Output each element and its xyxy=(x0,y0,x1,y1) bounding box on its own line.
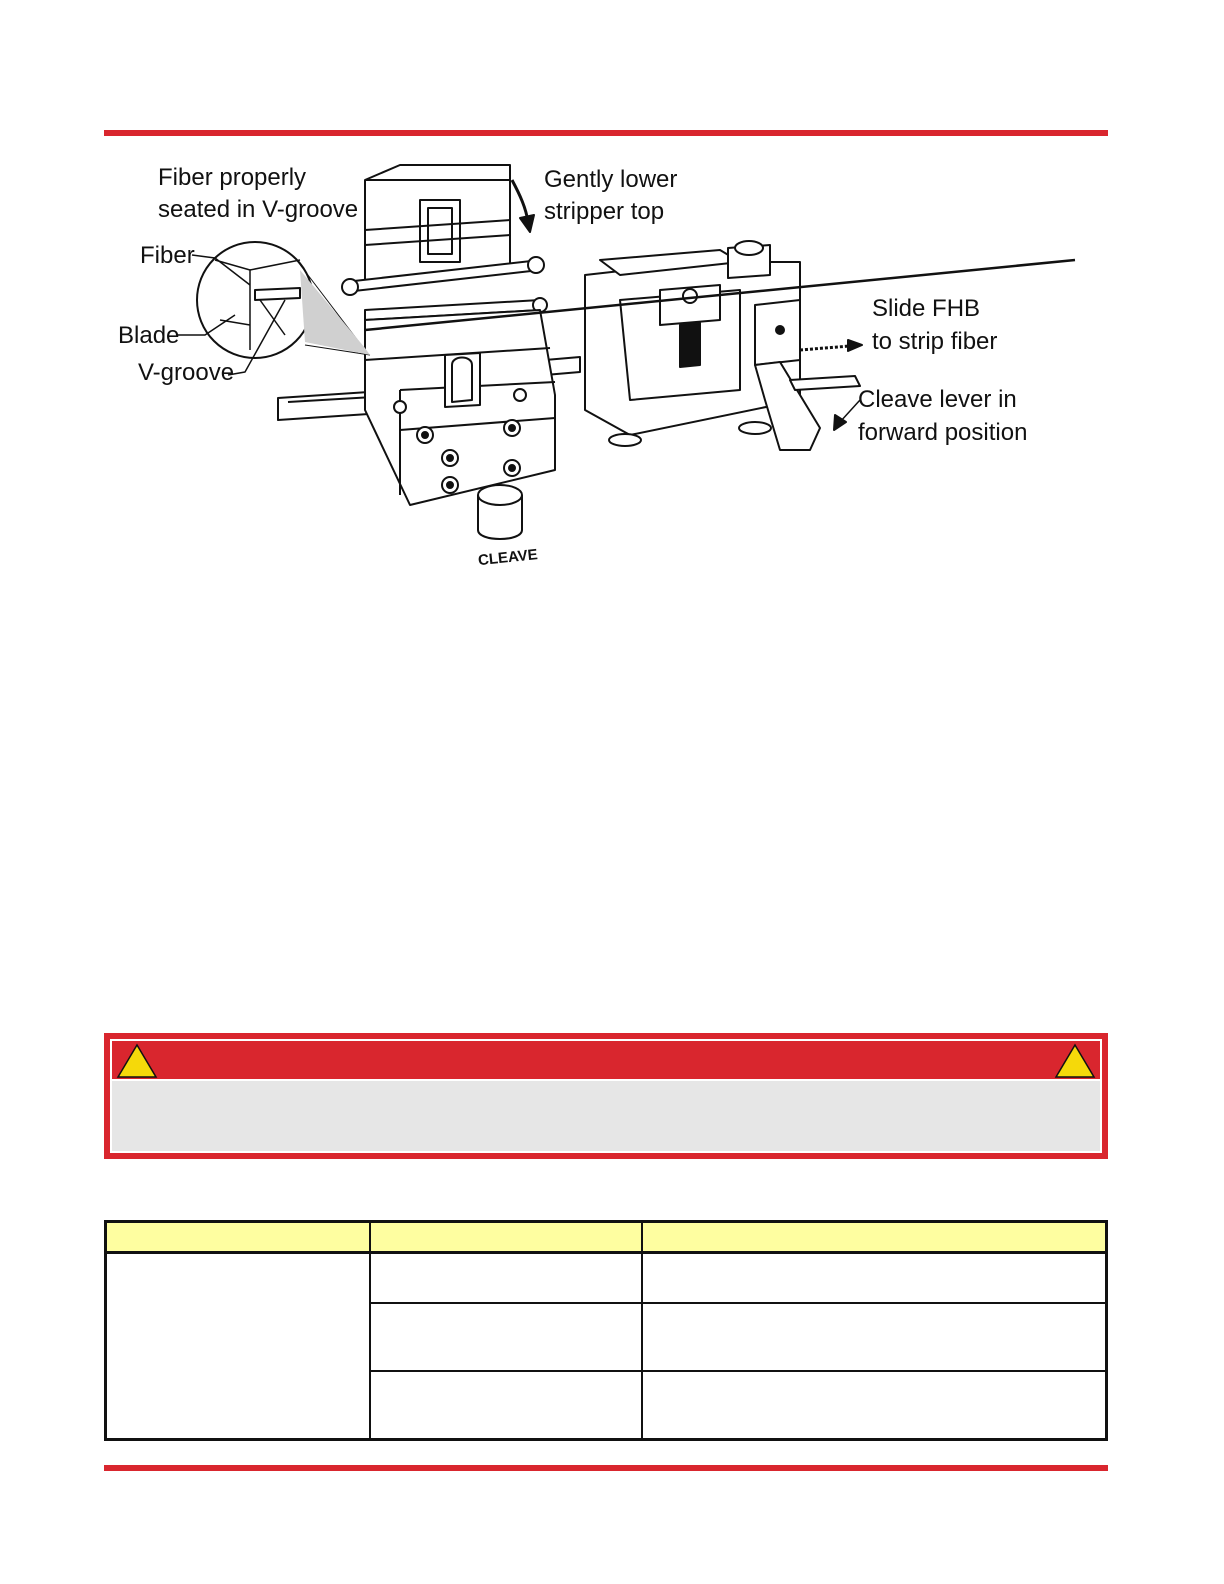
row-divider xyxy=(371,1302,1105,1304)
fiber-cleaver-diagram xyxy=(100,150,1110,590)
label-slide-1: Slide FHB xyxy=(872,295,981,322)
foot xyxy=(739,422,771,434)
foot xyxy=(609,434,641,446)
bottom-red-rule xyxy=(104,1465,1108,1471)
label-vgroove: V-groove xyxy=(138,359,235,386)
label-fiber-seated-2: seated in V-groove xyxy=(158,196,359,223)
row-divider xyxy=(371,1370,1105,1372)
spec-table xyxy=(104,1220,1108,1441)
table-header-row xyxy=(107,1223,1105,1254)
warning-triangle-icon xyxy=(116,1043,158,1079)
label-cleave-button: CLEAVE xyxy=(477,546,539,570)
column-divider xyxy=(369,1223,371,1438)
warning-triangle-icon xyxy=(1054,1043,1096,1079)
top-red-rule xyxy=(104,130,1108,136)
slide-arrow xyxy=(800,346,850,350)
cleave-leader xyxy=(840,400,860,422)
label-cleave-2: forward position xyxy=(858,419,1028,446)
label-blade: Blade xyxy=(118,322,180,349)
warning-body xyxy=(112,1079,1100,1151)
warning-box xyxy=(104,1033,1108,1159)
label-fiber: Fiber xyxy=(140,242,195,269)
label-slide-2: to strip fiber xyxy=(872,328,998,355)
column-divider xyxy=(641,1223,643,1438)
label-lower-2: stripper top xyxy=(544,198,665,225)
warning-header xyxy=(112,1041,1100,1079)
lower-arrow xyxy=(512,180,528,222)
diagram-svg xyxy=(100,150,1110,590)
label-lower-1: Gently lower xyxy=(544,166,678,193)
warning-inner xyxy=(110,1039,1102,1153)
label-cleave-1: Cleave lever in xyxy=(858,386,1017,413)
label-fiber-seated-1: Fiber properly xyxy=(158,164,307,191)
